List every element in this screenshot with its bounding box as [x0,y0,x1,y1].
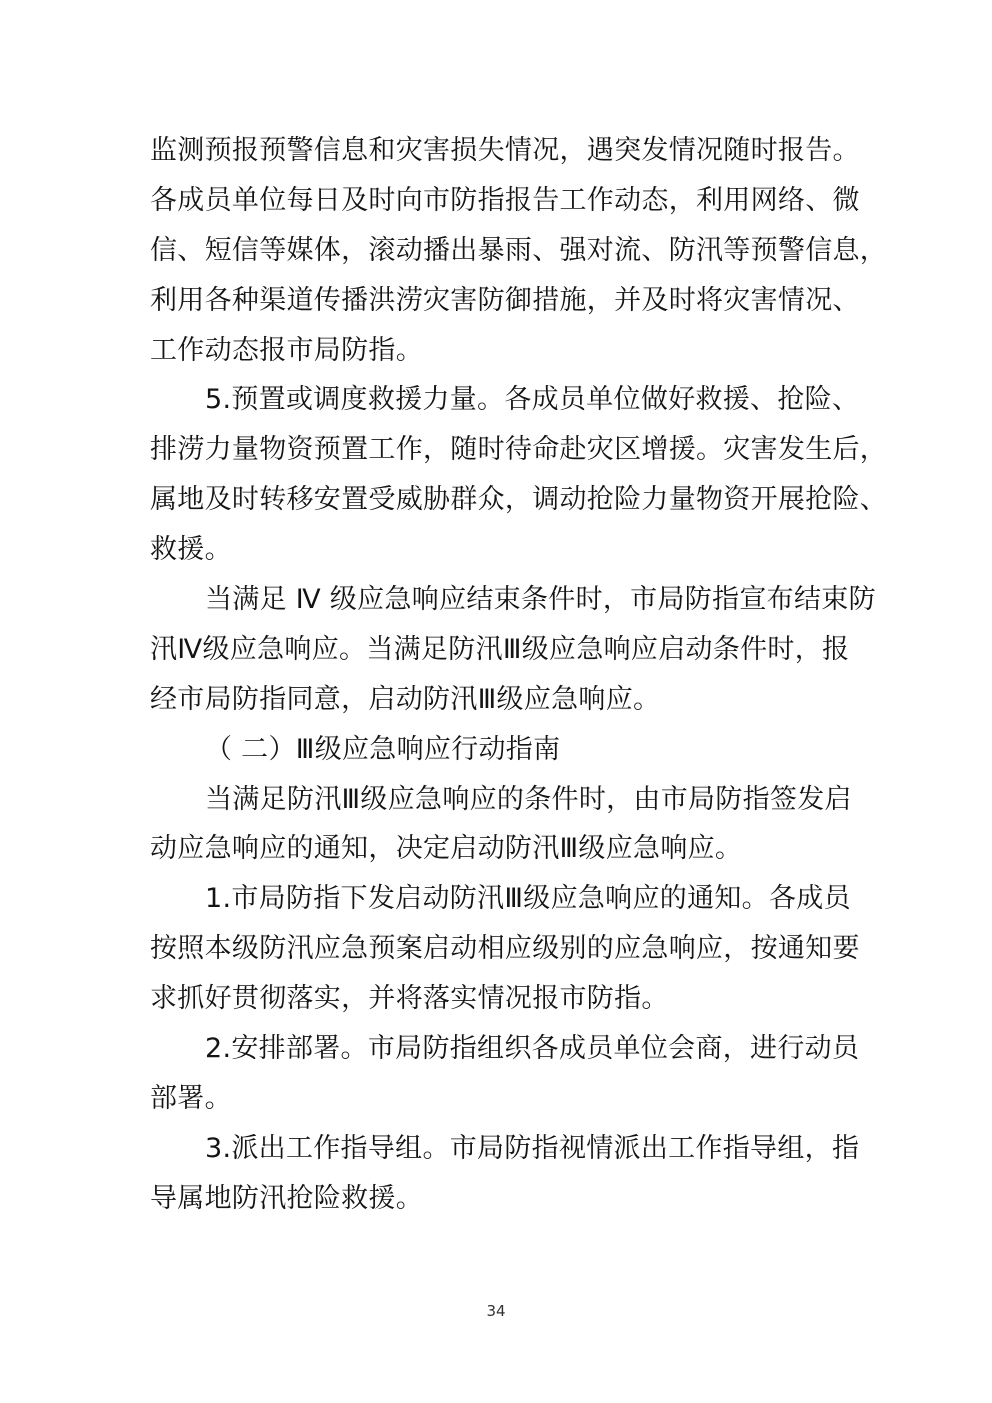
text-line: 利用各种渠道传播洪涝灾害防御措施，并及时将灾害情况、 [150,284,860,316]
document-body [150,126,888,1224]
text-line: 经市局防指同意，启动防汛Ⅲ级应急响应。 [150,683,661,715]
text-line: 工作动态报市局防指。 [150,334,423,366]
paragraph-start-line: 1.市局防指下发启动防汛Ⅲ级应急响应的通知。各成员 [205,883,851,915]
paragraph-start-line: 当满足 Ⅳ 级应急响应结束条件时，市局防指宣布结束防 [205,584,876,616]
text-line: 救援。 [150,534,232,566]
text-line: 按照本级防汛应急预案启动相应级别的应急响应，按通知要 [150,933,860,965]
text-line: 汛Ⅳ级应急响应。当满足防汛Ⅲ级应急响应启动条件时，报 [150,633,850,665]
paragraph-start-line: 3.派出工作指导组。市局防指视情派出工作指导组，指 [205,1132,860,1164]
text-line: 监测预报预警信息和灾害损失情况，遇突发情况随时报告。 [150,135,860,166]
text-line: 求抓好贯彻落实，并将落实情况报市防指。 [150,983,669,1015]
text-line: 动应急响应的通知，决定启动防汛Ⅲ级应急响应。 [150,833,743,865]
text-line: 排涝力量物资预置工作，随时待命赴灾区增援。灾害发生后， [150,434,888,466]
paragraph-start-line: 5.预置或调度救援力量。各成员单位做好救援、抢险、 [205,384,860,416]
paragraph-start-line: 2.安排部署。市局防指组织各成员单位会商，进行动员 [205,1033,860,1065]
section-heading: （ 二）Ⅲ级应急响应行动指南 [205,733,561,765]
text-line: 信、短信等媒体，滚动播出暴雨、强对流、防汛等预警信息， [150,234,888,266]
page-number: 34 [486,1302,506,1320]
text-line: 各成员单位每日及时向市防指报告工作动态，利用网络、微 [150,184,860,216]
text-line: 属地及时转移安置受威胁群众，调动抢险力量物资开展抢险、 [150,484,888,516]
text-line: 部署。 [150,1082,232,1114]
text-line: 导属地防汛抢险救援。 [150,1182,423,1214]
paragraph-start-line: 当满足防汛Ⅲ级应急响应的条件时，由市局防指签发启 [205,783,852,815]
